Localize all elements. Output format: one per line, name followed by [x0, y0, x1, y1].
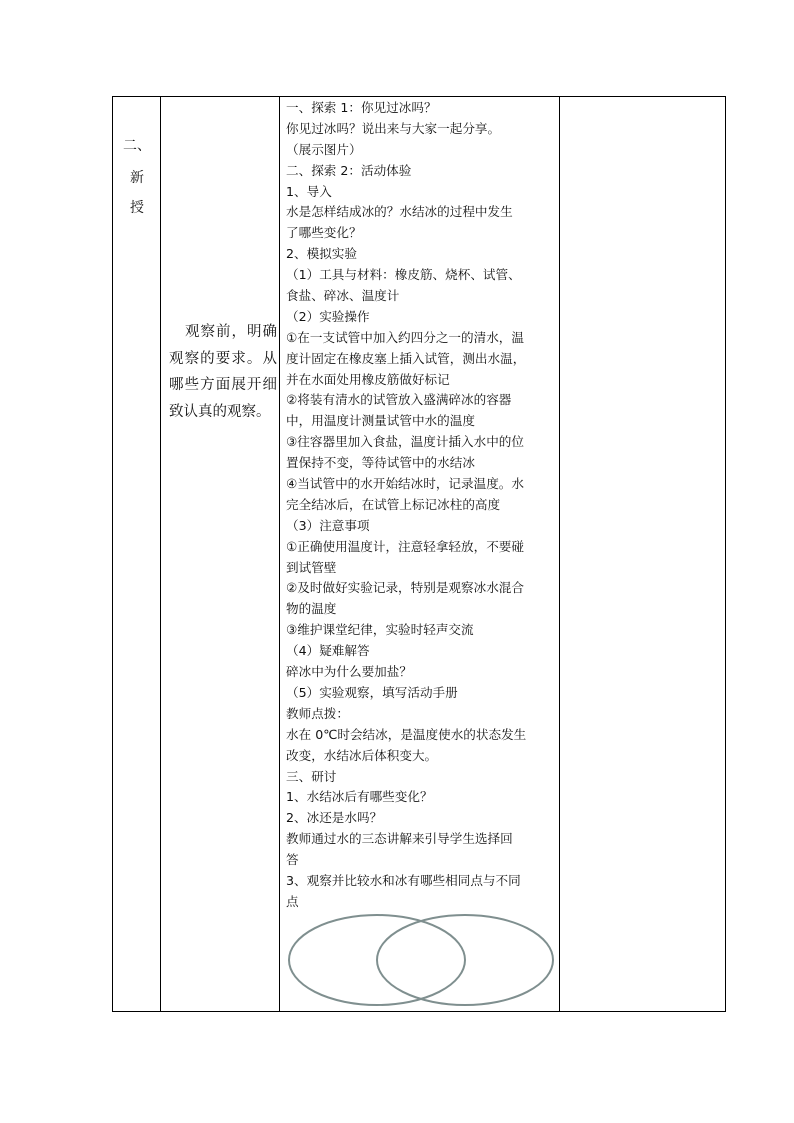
content-line: 答: [286, 852, 299, 868]
content-line: 物的温度: [286, 601, 337, 617]
column-divider-3: [559, 97, 560, 1011]
content-line: 了哪些变化？: [286, 225, 362, 241]
content-line: 3、观察并比较水和冰有哪些相同点与不同: [286, 872, 521, 888]
content-line: ③维护课堂纪律，实验时轻声交流: [286, 622, 474, 638]
content-line: 食盐、碎冰、温度计: [286, 288, 400, 304]
section-char-1: 新: [130, 170, 144, 186]
content-line: ④当试管中的水开始结冰时，记录温度。水: [286, 476, 524, 492]
content-line: 到试管壁: [286, 559, 337, 575]
section-number: 二、: [123, 138, 151, 154]
content-line: 一、探索 1：你见过冰吗？: [286, 100, 437, 115]
content-line: 教师点拨：: [286, 705, 349, 721]
content-line: 二、探索 2：活动体验: [286, 162, 412, 178]
content-line: 2、模拟实验: [286, 246, 357, 262]
content-line: 改变，水结冰后体积变大。: [286, 747, 438, 763]
content-line: ②将装有清水的试管放入盛满碎冰的容器: [286, 392, 512, 408]
content-line: 1、水结冰后有哪些变化？: [286, 789, 433, 805]
content-line: （3）注意事项: [286, 517, 370, 533]
venn-diagram: [283, 912, 555, 1008]
content-line: 碎冰中为什么要加盐？: [286, 664, 412, 680]
content-line: （1）工具与材料：橡皮筋、烧杯、试管、: [286, 267, 521, 283]
content-line: 三、研讨: [286, 768, 337, 784]
content-line: （4）疑难解答: [286, 643, 370, 659]
content-line: （2）实验操作: [286, 308, 370, 324]
content-line: 2、冰还是水吗？: [286, 810, 383, 826]
lesson-content: [286, 98, 556, 913]
column-divider-2: [279, 97, 280, 1011]
content-line: 中，用温度计测量试管中水的温度: [286, 413, 475, 429]
content-line: （展示图片）: [286, 141, 362, 157]
content-line: 1、导入: [286, 183, 332, 199]
content-line: 置保持不变，等待试管中的水结冰: [286, 455, 475, 471]
lesson-table: [112, 96, 726, 1012]
content-line: ②及时做好实验记录，特别是观察冰水混合: [286, 580, 524, 596]
content-line: ①在一支试管中加入约四分之一的清水，温: [286, 329, 524, 345]
content-line: 点: [286, 893, 299, 909]
content-line: 你见过冰吗？说出来与大家一起分享。: [286, 120, 501, 136]
content-line: （5）实验观察，填写活动手册: [286, 684, 458, 700]
teacher-note-text: 观察前，明确观察的要求。从哪些方面展开细致认真的观察。: [169, 324, 277, 420]
content-line: 完全结冰后，在试管上标记冰柱的高度: [286, 496, 501, 512]
teacher-note: [169, 319, 277, 425]
content-line: 水在 0℃时会结冰，是温度使水的状态发生: [286, 726, 527, 742]
content-line: ①正确使用温度计，注意轻拿轻放，不要碰: [286, 538, 524, 554]
content-line: ③往容器里加入食盐，温度计插入水中的位: [286, 434, 524, 450]
content-line: 并在水面处用橡皮筋做好标记: [286, 371, 450, 387]
section-char-2: 授: [130, 200, 144, 216]
content-line: 教师通过水的三态讲解来引导学生选择回: [286, 831, 513, 847]
content-line: 度计固定在橡皮塞上插入试管，测出水温，: [286, 350, 526, 366]
content-line: 水是怎样结成冰的？水结冰的过程中发生: [286, 204, 513, 220]
column-divider-1: [160, 97, 161, 1011]
